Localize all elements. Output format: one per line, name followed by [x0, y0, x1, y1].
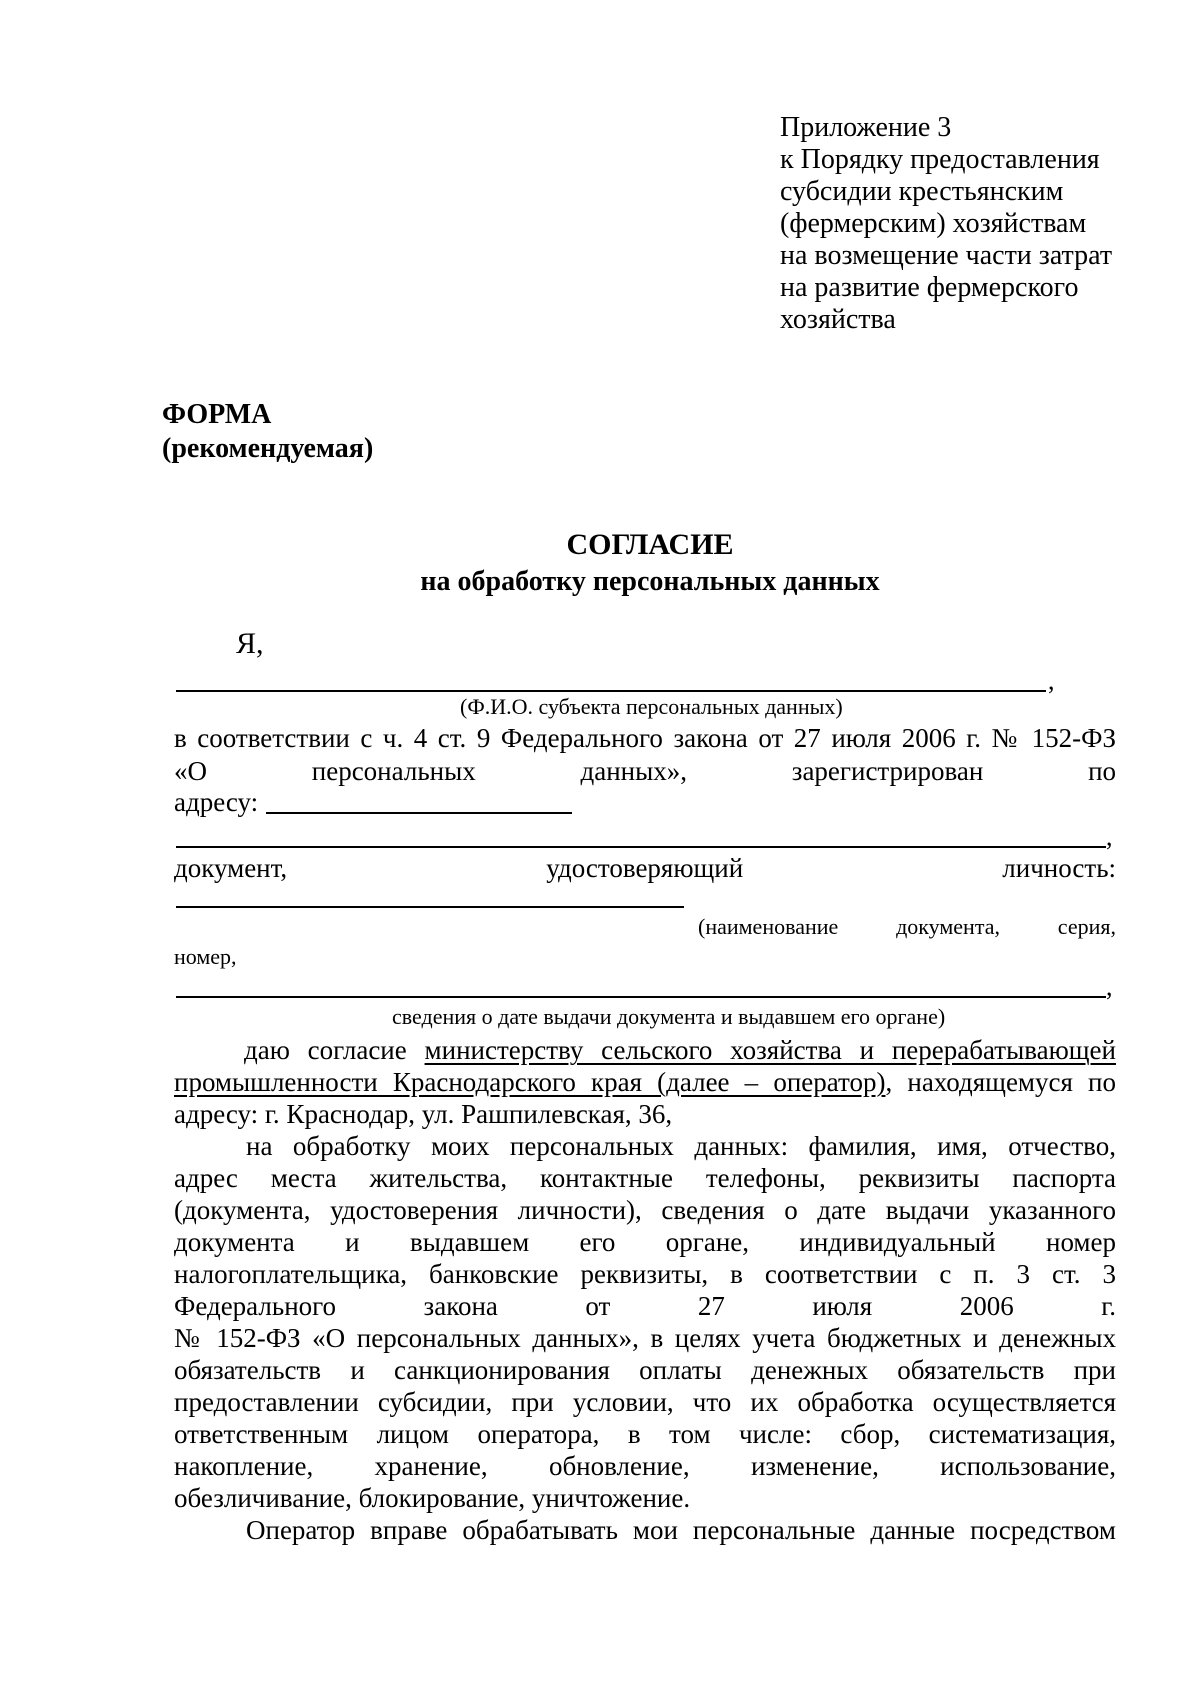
consent-line-2 [174, 1066, 1116, 1098]
appendix-block [780, 112, 1112, 336]
document-title: СОГЛАСИЕ [566, 528, 734, 561]
address-line-short [266, 812, 572, 814]
document-line [174, 852, 1116, 884]
form-sublabel: (рекомендуемая) [162, 433, 374, 464]
reg-word: персональных [311, 756, 476, 786]
processing-line: накопление, хранение, обновление, изменение, использование, [174, 1451, 1116, 1481]
consent-line-3: адресу: г. Краснодар, ул. Рашпилевская, 36, [174, 1099, 673, 1129]
number-label: номер, [174, 944, 237, 969]
appendix-line: (фермерским) хозяйствам [780, 208, 1087, 239]
reg-word: по [1088, 756, 1117, 786]
operator-suffix: , находящемуся по [885, 1067, 1117, 1097]
fio-comma: , [1048, 666, 1055, 695]
processing-line: предоставлении субсидии, при условии, что их обработка осуществляется [174, 1387, 1116, 1417]
operator-name-part1: министерству сельского хозяйства и перерабатывающей [424, 1035, 1116, 1065]
form-label-block [162, 398, 373, 466]
document-name-line [176, 906, 684, 908]
processing-line: обязательств и санкционирования оплаты денежных обязательств при [174, 1355, 1116, 1385]
law-line: в соответствии с ч. 4 ст. 9 Федерального закона от 27 июля 2006 г. № 152-ФЗ [174, 723, 1116, 753]
issue-caption: сведения о дате выдачи документа и выдавшем его органе) [392, 1004, 946, 1029]
processing-line: ответственным лицом оператора, в том числе: сбор, систематизация, [174, 1419, 1116, 1449]
appendix-line: хозяйства [780, 304, 896, 335]
appendix-line: Приложение 3 [780, 112, 952, 143]
processing-line: документа и выдавшем его органе, индивидуальный номер [174, 1227, 1116, 1257]
reg-word: зарегистрирован [791, 756, 984, 786]
doc-word: удостоверяющий [546, 853, 744, 883]
processing-line: адрес места жительства, контактные телефоны, реквизиты паспорта [174, 1163, 1116, 1193]
caption-word: серия, [1057, 914, 1116, 939]
operator-rights-line: Оператор вправе обрабатывать мои персональные данные посредством [246, 1515, 1116, 1545]
appendix-line: на возмещение части затрат [780, 240, 1113, 271]
operator-name-part2: промышленности Краснодарского края (далее – оператор) [174, 1067, 886, 1097]
reg-word: «О [174, 756, 207, 786]
appendix-line: субсидии крестьянским [780, 176, 1064, 207]
document-subtitle: на обработку персональных данных [420, 566, 880, 597]
processing-line: (документа, удостоверения личности), сведения о дате выдачи указанного [174, 1195, 1116, 1225]
reg-word: данных», [580, 756, 688, 786]
processing-line: налогоплательщика, банковские реквизиты, в соответствии с п. 3 ст. 3 [174, 1259, 1116, 1289]
number-comma: , [1106, 972, 1113, 1001]
consent-line-1 [244, 1034, 1116, 1066]
appendix-line: на развитие фермерского [780, 272, 1079, 303]
fio-caption: (Ф.И.О. субъекта персональных данных) [460, 694, 843, 719]
doc-word: документ, [174, 853, 288, 883]
caption-word: (наименование [698, 914, 839, 939]
fio-line [176, 690, 1046, 692]
address-line-full [176, 846, 1106, 848]
caption-word: документа, [896, 914, 1000, 939]
consent-prefix: даю согласие [244, 1035, 407, 1065]
ya-label: Я, [236, 627, 264, 660]
registration-line [174, 755, 1116, 787]
processing-line: Федерального закона от 27 июля 2006 г. [174, 1291, 1116, 1321]
doc-word: личность: [1002, 853, 1117, 883]
processing-line: обезличивание, блокирование, уничтожение. [174, 1483, 691, 1513]
appendix-line: к Порядку предоставления [780, 144, 1100, 175]
number-line [176, 996, 1106, 998]
address-label: адресу: [174, 787, 259, 817]
address-comma: , [1106, 822, 1113, 851]
document-caption [698, 914, 1116, 940]
processing-line: № 152-ФЗ «О персональных данных», в целях учета бюджетных и денежных [174, 1323, 1116, 1353]
form-label: ФОРМА [162, 399, 272, 430]
processing-line: на обработку моих персональных данных: фамилия, имя, отчество, [246, 1131, 1116, 1161]
